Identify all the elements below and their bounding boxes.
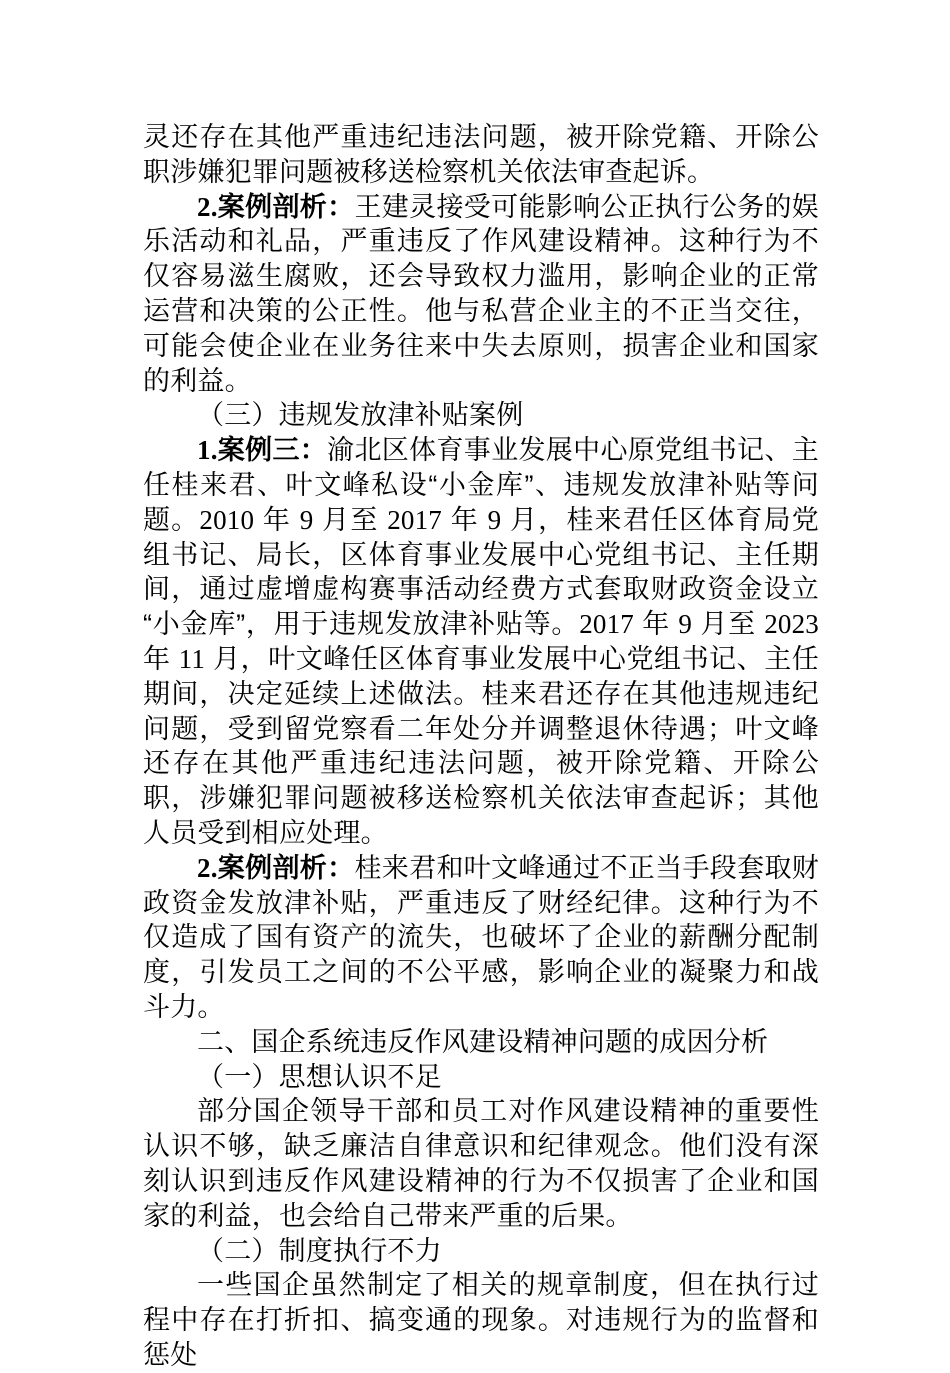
paragraph-text: 渝北区体育事业发展中心原党组书记、主任桂来君、叶文峰私设“小金库”、违规发放津补贴等问题。2010 年 9 月至 2017 年 9 月，桂来君任区体育局党组书记、局长，区体育事业发展中心党组书记、主任期间，通过虚增虚构赛事活动经费方式套取财政资金设立“小金库”，用于违规发放津补贴等。2017 年 9 月至 2023 年 11 月，叶文峰任区体育事业发展中心党组书记、主任期间，决定延续上述做法。桂来君还存在其他违规违纪问题，受到留党察看二年处分并调整退休待遇；叶文峰还存在其他严重违纪违法问题，被开除党籍、开除公职，涉嫌犯罪问题被移送检察机关依法审查起诉；其他人员受到相应处理。 <box>143 435 820 848</box>
heading-text: 二、国企系统违反作风建设精神问题的成因分析 <box>197 1026 769 1057</box>
paragraph-cause-one <box>143 1094 819 1233</box>
paragraph-text: 桂来君和叶文峰通过不正当手段套取财政资金发放津补贴，严重违反了财经纪律。这种行为不仅造成了国有资产的流失，也破坏了企业的薪酬分配制度，引发员工之间的不公平感，影响企业的凝聚力和战斗力。 <box>143 852 820 1022</box>
case-analysis-label: 2.案例剖析： <box>197 852 355 883</box>
heading-subsection-one <box>143 1060 819 1095</box>
heading-text: （三）违规发放津补贴案例 <box>197 400 524 431</box>
paragraph-text: 一些国企虽然制定了相关的规章制度，但在执行过程中存在打折扣、搞变通的现象。对违规行为的监督和惩处 <box>143 1270 819 1370</box>
paragraph-text: 灵还存在其他严重违纪违法问题，被开除党籍、开除公职涉嫌犯罪问题被移送检察机关依法审查起诉。 <box>143 122 819 187</box>
heading-section-three <box>143 398 819 433</box>
heading-part-two <box>143 1025 819 1060</box>
case3-label: 1.案例三： <box>197 435 328 466</box>
paragraph-case2-analysis <box>143 190 819 399</box>
heading-text: （二）制度执行不力 <box>197 1235 442 1266</box>
paragraph-cause-two <box>143 1268 819 1372</box>
document-text-block <box>143 120 819 1373</box>
paragraph-case3-analysis <box>143 851 819 1025</box>
paragraph-case3 <box>143 433 819 851</box>
paragraph-case2-continuation <box>143 120 819 190</box>
heading-text: （一）思想认识不足 <box>197 1061 442 1092</box>
heading-subsection-two <box>143 1234 819 1269</box>
case-analysis-label: 2.案例剖析： <box>197 191 355 222</box>
paragraph-text: 部分国企领导干部和员工对作风建设精神的重要性认识不够，缺乏廉洁自律意识和纪律观念。他们没有深刻认识到违反作风建设精神的行为不仅损害了企业和国家的利益，也会给自己带来严重的后果。 <box>143 1096 819 1231</box>
paragraph-text: 王建灵接受可能影响公正执行公务的娱乐活动和礼品，严重违反了作风建设精神。这种行为不仅容易滋生腐败，还会导致权力滥用，影响企业的正常运营和决策的公正性。他与私营企业主的不正当交往，可能会使企业在业务往来中失去原则，损害企业和国家的利益。 <box>143 191 820 396</box>
